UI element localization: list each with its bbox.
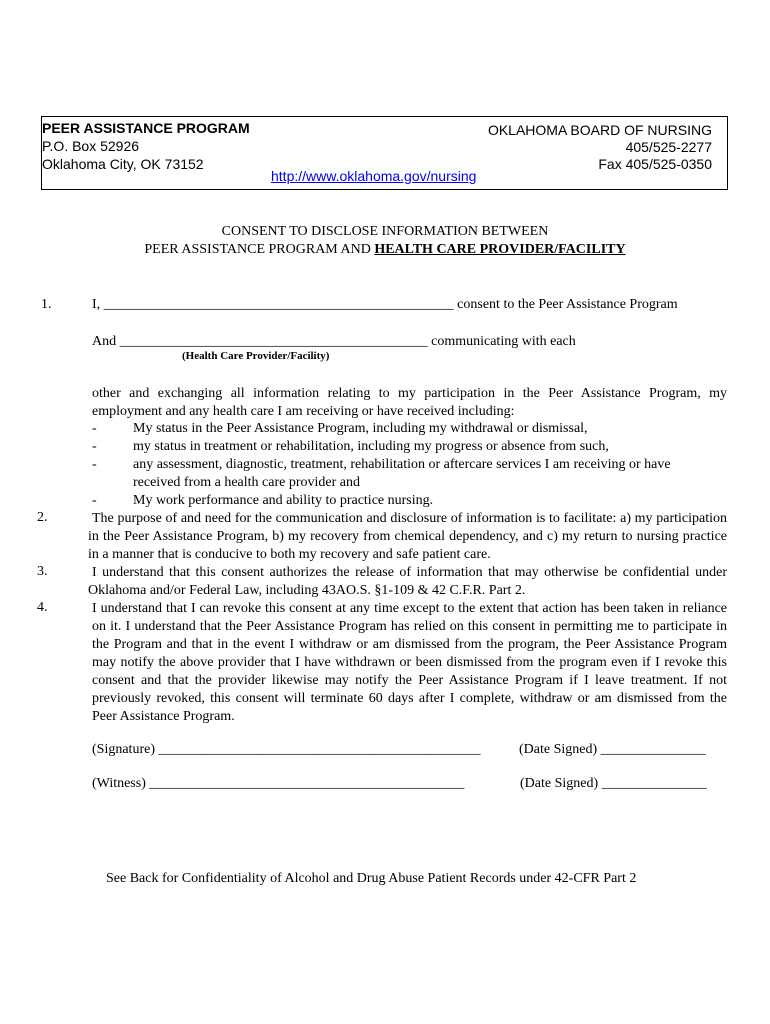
item-4-text: I understand that I can revoke this consent at any time except to the extent that action has been taken in reliance on it. I understand that the Peer Assistance Program has relied on this consent in permitting me to participate in the Program and that in the event I withdraw or am dismissed from the program, the Peer Assistance Program may notify the above provider that I have withdrawn or been dismissed from the program even if I revoke this consent and that the provider likewise may notify the Peer Assistance Program if I leave treatment. If not previously revoked, this consent will terminate 60 days after I complete, withdraw or am dismissed from the Peer Assistance Program. bbox=[92, 601, 727, 724]
witness-field[interactable]: _____________________________________________ bbox=[149, 776, 465, 791]
bullet-text: My work performance and ability to practice nursing. bbox=[133, 493, 434, 508]
witness-label: (Witness) bbox=[92, 776, 150, 791]
witness-line bbox=[92, 776, 464, 792]
title-line-2-emphasis: HEALTH CARE PROVIDER/FACILITY bbox=[374, 242, 626, 257]
provider-name-field[interactable]: ____________________________________________ bbox=[119, 334, 428, 349]
date-signed-field-2[interactable]: (Date Signed) _______________ bbox=[520, 776, 707, 791]
bullet-dash: - bbox=[92, 439, 97, 454]
item-2-number: 2. bbox=[37, 510, 48, 525]
signature-line bbox=[92, 742, 480, 758]
item-1-text: other and exchanging all information relating to my participation in the Peer Assistance Program, my employment and any health care I am receiving or have received including: bbox=[92, 386, 727, 419]
bullet-text: received from a health care provider and bbox=[133, 475, 360, 490]
signature-label: (Signature) __________ bbox=[92, 742, 229, 757]
city-address: Oklahoma City, OK 73152 bbox=[42, 156, 204, 172]
board-fax: Fax 405/525-0350 bbox=[598, 156, 712, 172]
consent-prefix: I, bbox=[92, 297, 104, 312]
and-prefix: And bbox=[92, 334, 120, 349]
date-signed-field-1[interactable]: (Date Signed) _______________ bbox=[519, 742, 706, 757]
item-2-text: The purpose of and need for the communication and disclosure of information is to facilitate: a) my participation in the Peer Assistance Program, b) my recovery from chemical dependency, and c) my return to nursing practice in a manner that is conducive to both my recovery and safe patient care. bbox=[88, 511, 727, 562]
consent-suffix: consent to the Peer Assistance Program bbox=[453, 297, 678, 312]
board-phone: 405/525-2277 bbox=[625, 139, 712, 155]
bullet-dash: - bbox=[92, 493, 97, 508]
website-link[interactable]: http://www.oklahoma.gov/nursing bbox=[271, 168, 477, 184]
title-line-2 bbox=[0, 242, 770, 258]
bullet-dash: - bbox=[92, 457, 97, 472]
bullet-text: my status in treatment or rehabilitation, including my progress or absence from such, bbox=[133, 439, 609, 454]
consent-line bbox=[92, 297, 678, 313]
provider-line bbox=[92, 334, 576, 350]
signature-field[interactable]: ____________________________________ bbox=[228, 742, 481, 757]
and-suffix: communicating with each bbox=[427, 334, 576, 349]
consent-name-field[interactable]: __________________________________________________ bbox=[103, 297, 454, 312]
item-3-number: 3. bbox=[37, 564, 48, 579]
title-line-2-prefix: PEER ASSISTANCE PROGRAM AND bbox=[144, 242, 375, 257]
bullet-text: My status in the Peer Assistance Program, including my withdrawal or dismissal, bbox=[133, 421, 588, 436]
po-box: P.O. Box 52926 bbox=[42, 138, 140, 154]
bullet-text: any assessment, diagnostic, treatment, rehabilitation or aftercare services I am receiving or have bbox=[133, 457, 671, 472]
title-line-1: CONSENT TO DISCLOSE INFORMATION BETWEEN bbox=[221, 224, 549, 239]
item-1-number: 1. bbox=[41, 297, 52, 312]
board-name: OKLAHOMA BOARD OF NURSING bbox=[487, 122, 712, 138]
bullet-dash: - bbox=[92, 421, 97, 436]
item-3-text: I understand that this consent authorizes the release of information that may otherwise be confidential under Oklahoma and/or Federal Law, including 43AO.S. §1-109 & 42 C.F.R. Part 2. bbox=[88, 565, 727, 598]
footer-note: See Back for Confidentiality of Alcohol and Drug Abuse Patient Records under 42-CFR Part 2 bbox=[106, 871, 637, 886]
item-4-number: 4. bbox=[37, 600, 48, 615]
program-title: PEER ASSISTANCE PROGRAM bbox=[42, 120, 250, 136]
provider-caption: (Health Care Provider/Facility) bbox=[182, 350, 330, 362]
